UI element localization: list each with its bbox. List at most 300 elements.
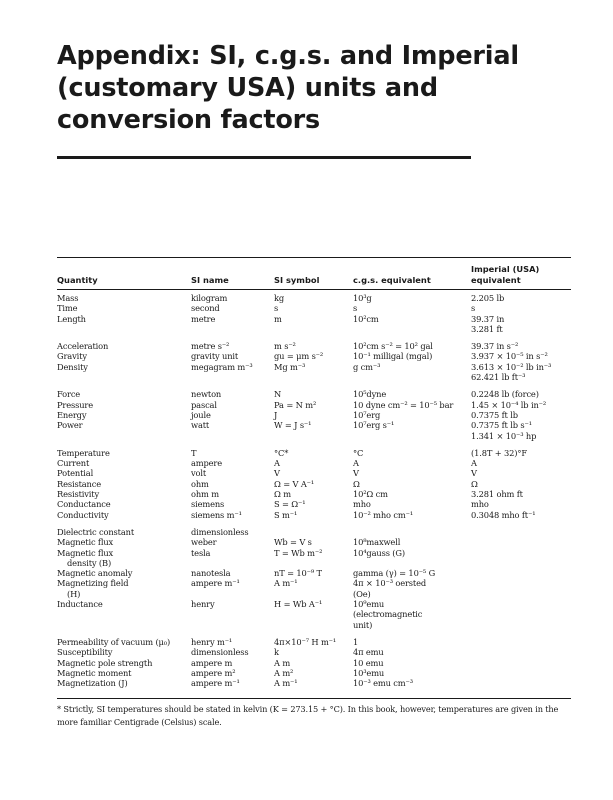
table-row bbox=[57, 568, 571, 578]
cell-si-symbol bbox=[274, 448, 288, 458]
cell-line: S = Ω⁻¹ bbox=[274, 499, 306, 510]
cell-line: Dielectric constant bbox=[57, 526, 135, 537]
cell-si-symbol bbox=[274, 410, 277, 420]
title-line: conversion factors bbox=[57, 105, 321, 135]
cell-line: N bbox=[274, 389, 282, 400]
cell-imperial-equivalent bbox=[471, 448, 527, 458]
cell-quantity bbox=[57, 400, 93, 410]
cell-quantity bbox=[57, 678, 128, 688]
cell-quantity bbox=[57, 489, 99, 499]
cell-line: 10⁻¹ milligal (mgal) bbox=[353, 351, 433, 362]
cell-line: siemens m⁻¹ bbox=[191, 509, 242, 520]
cell-si-name bbox=[191, 410, 211, 420]
cell-line: mho bbox=[471, 499, 489, 510]
cell-quantity bbox=[57, 389, 80, 399]
cell-quantity bbox=[57, 479, 101, 489]
cell-line: S m⁻¹ bbox=[274, 509, 298, 520]
table-row bbox=[57, 578, 571, 599]
table-row bbox=[57, 468, 571, 478]
cell-line: Density bbox=[57, 361, 88, 372]
cell-si-symbol bbox=[274, 351, 323, 361]
cell-line: unit) bbox=[353, 619, 373, 630]
cell-line: tesla bbox=[191, 547, 211, 558]
table-row bbox=[57, 637, 571, 647]
cell-quantity bbox=[57, 527, 134, 537]
cell-imperial-equivalent bbox=[471, 389, 539, 399]
cell-line: Energy bbox=[57, 409, 87, 420]
cell-line: 10 emu bbox=[353, 657, 384, 668]
cell-si-name bbox=[191, 548, 210, 558]
cell-si-name bbox=[191, 293, 227, 303]
cell-line: Inductance bbox=[57, 599, 103, 610]
cell-line: °C* bbox=[274, 447, 289, 458]
cell-imperial-equivalent bbox=[471, 410, 518, 420]
table-row bbox=[57, 548, 571, 569]
cell-line: 4π×10⁻⁷ H m⁻¹ bbox=[274, 636, 337, 647]
cell-imperial-equivalent bbox=[471, 351, 548, 361]
cell-si-symbol bbox=[274, 658, 290, 668]
cell-line: 10⁷erg bbox=[353, 409, 381, 420]
cell-line: watt bbox=[191, 420, 210, 431]
cell-imperial-equivalent bbox=[471, 499, 489, 509]
cell-line: W = J s⁻¹ bbox=[274, 420, 312, 431]
cell-line: volt bbox=[191, 468, 207, 479]
cell-si-name bbox=[191, 510, 242, 520]
cell-si-name bbox=[191, 537, 216, 547]
cell-line: 0.7375 ft lb s⁻¹ bbox=[471, 420, 532, 431]
cell-si-name bbox=[191, 314, 215, 324]
cell-cgs-equivalent bbox=[353, 314, 379, 324]
cell-line: 10⁹emu bbox=[353, 599, 385, 610]
cell-line: mho bbox=[353, 499, 371, 510]
cell-line: °C bbox=[353, 447, 364, 458]
cell-line: A bbox=[274, 458, 280, 469]
cell-line: ampere m bbox=[191, 657, 233, 668]
cell-si-symbol bbox=[274, 489, 291, 499]
cell-line: ohm bbox=[191, 478, 209, 489]
cell-line: V bbox=[471, 468, 477, 479]
table-header-rule bbox=[57, 289, 571, 290]
cell-quantity bbox=[57, 314, 86, 324]
cell-line: Temperature bbox=[57, 447, 110, 458]
header-cgs: c.g.s. equivalent bbox=[353, 274, 431, 285]
cell-si-name bbox=[191, 578, 240, 588]
cell-line: s bbox=[471, 303, 476, 314]
cell-si-name bbox=[191, 479, 209, 489]
cell-line: s bbox=[353, 303, 358, 314]
cell-si-symbol bbox=[274, 578, 297, 588]
cell-line: Current bbox=[57, 458, 90, 469]
cell-quantity bbox=[57, 448, 110, 458]
cell-quantity bbox=[57, 510, 109, 520]
cell-line: Power bbox=[57, 420, 83, 431]
cell-quantity bbox=[57, 637, 170, 647]
cell-line: Ω = V A⁻¹ bbox=[274, 478, 315, 489]
title-rule bbox=[57, 156, 471, 159]
cell-quantity bbox=[57, 599, 103, 609]
cell-line: 10 dyne cm⁻² = 10⁻⁵ bar bbox=[353, 399, 454, 410]
cell-line: Magnetic flux bbox=[57, 537, 114, 548]
cell-line: Magnetic flux bbox=[57, 547, 114, 558]
cell-cgs-equivalent bbox=[353, 351, 432, 361]
table-row bbox=[57, 314, 571, 335]
cell-si-symbol bbox=[274, 400, 316, 410]
cell-quantity bbox=[57, 293, 78, 303]
cell-line: (Oe) bbox=[353, 588, 371, 599]
cell-quantity bbox=[57, 499, 111, 509]
table-top-rule bbox=[57, 257, 571, 258]
table-row bbox=[57, 489, 571, 499]
cell-line: V bbox=[353, 468, 359, 479]
cell-line: Wb = V s bbox=[274, 537, 312, 548]
cell-line: gravity unit bbox=[191, 351, 239, 362]
cell-line: dimensionless bbox=[191, 647, 249, 658]
cell-line: 10²Ω cm bbox=[353, 489, 388, 500]
cell-line: A bbox=[353, 458, 359, 469]
table-row bbox=[57, 458, 571, 468]
cell-line: Permeability of vacuum (μ₀) bbox=[57, 636, 171, 647]
cell-quantity bbox=[57, 647, 112, 657]
cell-si-symbol bbox=[274, 362, 305, 372]
cell-cgs-equivalent bbox=[353, 499, 371, 509]
cell-line: 1.45 × 10⁻⁴ lb in⁻² bbox=[471, 399, 547, 410]
cell-imperial-equivalent bbox=[471, 293, 504, 303]
cell-line: ampere m² bbox=[191, 667, 236, 678]
cell-si-name bbox=[191, 341, 229, 351]
table-row bbox=[57, 527, 571, 537]
cell-line: Ω bbox=[353, 478, 360, 489]
cell-line: newton bbox=[191, 389, 222, 400]
table-row bbox=[57, 499, 571, 509]
cell-line: Ω bbox=[471, 478, 478, 489]
header-imperial bbox=[471, 264, 539, 285]
cell-line: Magnetic moment bbox=[57, 667, 132, 678]
cell-line: pascal bbox=[191, 399, 217, 410]
cell-si-name bbox=[191, 647, 248, 657]
cell-si-symbol bbox=[274, 499, 305, 509]
table-row bbox=[57, 341, 571, 351]
header-imperial-line: Imperial (USA) bbox=[471, 264, 540, 274]
cell-cgs-equivalent bbox=[353, 468, 359, 478]
cell-quantity bbox=[57, 658, 152, 668]
cell-line: A m⁻¹ bbox=[274, 678, 298, 689]
cell-si-symbol bbox=[274, 479, 314, 489]
cell-line: J bbox=[274, 409, 278, 420]
cell-line: gu = μm s⁻² bbox=[274, 351, 324, 362]
cell-line: 0.2248 lb (force) bbox=[471, 389, 539, 400]
cell-line: Susceptibility bbox=[57, 647, 113, 658]
cell-line: 1 bbox=[353, 636, 359, 647]
cell-imperial-equivalent bbox=[471, 468, 477, 478]
cell-quantity bbox=[57, 568, 132, 578]
cell-line: g cm⁻³ bbox=[353, 361, 381, 372]
header-imperial-line: equivalent bbox=[471, 274, 521, 285]
cell-si-symbol bbox=[274, 420, 311, 430]
cell-quantity bbox=[57, 362, 88, 372]
cell-line: Resistivity bbox=[57, 489, 100, 500]
cell-line: 4π × 10⁻³ oersted bbox=[353, 578, 426, 589]
cell-line: gamma (γ) = 10⁻⁵ G bbox=[353, 568, 436, 579]
cell-line: Magnetic pole strength bbox=[57, 657, 153, 668]
cell-si-symbol bbox=[274, 303, 278, 313]
cell-line: Mg m⁻³ bbox=[274, 361, 306, 372]
cell-line: T = Wb m⁻² bbox=[274, 547, 323, 558]
header-si-name: SI name bbox=[191, 274, 229, 285]
cell-line: T bbox=[191, 447, 197, 458]
cell-si-symbol bbox=[274, 389, 281, 399]
cell-cgs-equivalent bbox=[353, 637, 358, 647]
cell-line: nanotesla bbox=[191, 568, 231, 579]
cell-line: Mass bbox=[57, 293, 79, 303]
cell-line: second bbox=[191, 303, 220, 314]
table-row bbox=[57, 537, 571, 547]
cell-line: siemens bbox=[191, 499, 225, 510]
table-row bbox=[57, 303, 571, 313]
cell-quantity bbox=[57, 410, 86, 420]
cell-imperial-equivalent bbox=[471, 510, 535, 520]
cell-line: 3.281 ft bbox=[471, 323, 503, 334]
cell-si-symbol bbox=[274, 468, 280, 478]
cell-line: dimensionless bbox=[191, 526, 249, 537]
cell-si-name bbox=[191, 351, 238, 361]
cell-line: ohm m bbox=[191, 489, 219, 500]
cell-cgs-equivalent bbox=[353, 458, 359, 468]
cell-si-name bbox=[191, 489, 219, 499]
cell-si-symbol bbox=[274, 678, 297, 688]
cell-line: Length bbox=[57, 313, 86, 324]
table-row bbox=[57, 448, 571, 458]
cell-quantity bbox=[57, 341, 108, 351]
cell-line: density (B) bbox=[67, 557, 112, 568]
table-row bbox=[57, 658, 571, 668]
cell-line: s bbox=[274, 303, 279, 314]
cell-cgs-equivalent bbox=[353, 668, 384, 678]
cell-line: Potential bbox=[57, 468, 94, 479]
cell-quantity bbox=[57, 468, 93, 478]
cell-line: Conductance bbox=[57, 499, 111, 510]
cell-quantity bbox=[57, 420, 82, 430]
cell-line: kg bbox=[274, 293, 285, 303]
cell-si-symbol bbox=[274, 293, 284, 303]
cell-line: (1.8T + 32)°F bbox=[471, 447, 527, 458]
cell-line: 10⁴gauss (G) bbox=[353, 547, 405, 558]
cell-line: 10²cm s⁻² = 10² gal bbox=[353, 341, 433, 352]
cell-line: m s⁻² bbox=[274, 341, 296, 352]
cell-line: Force bbox=[57, 389, 81, 400]
cell-line: ampere m⁻¹ bbox=[191, 578, 240, 589]
cell-line: Pa = N m² bbox=[274, 399, 317, 410]
table-row bbox=[57, 410, 571, 420]
cell-si-symbol bbox=[274, 537, 312, 547]
header-quantity: Quantity bbox=[57, 274, 98, 285]
cell-cgs-equivalent bbox=[353, 293, 372, 303]
cell-cgs-equivalent bbox=[353, 578, 426, 599]
cell-line: V bbox=[274, 468, 280, 479]
table-body bbox=[57, 293, 571, 688]
cell-line: 62.421 lb ft⁻³ bbox=[471, 372, 526, 383]
table-row bbox=[57, 400, 571, 410]
cell-si-name bbox=[191, 678, 240, 688]
cell-cgs-equivalent bbox=[353, 389, 386, 399]
cell-si-symbol bbox=[274, 599, 322, 609]
cell-line: 1.341 × 10⁻³ hp bbox=[471, 430, 537, 441]
cell-line: metre s⁻² bbox=[191, 341, 230, 352]
cell-si-symbol bbox=[274, 548, 322, 558]
cell-line: 10⁸maxwell bbox=[353, 537, 401, 548]
table-row bbox=[57, 420, 571, 441]
cell-cgs-equivalent bbox=[353, 479, 360, 489]
cell-si-name bbox=[191, 499, 224, 509]
table-bottom-rule bbox=[57, 698, 571, 699]
cell-cgs-equivalent bbox=[353, 303, 357, 313]
cell-line: Resistance bbox=[57, 478, 102, 489]
cell-line: A m bbox=[274, 657, 291, 668]
cell-line: A m² bbox=[274, 667, 294, 678]
cell-line: 10⁵dyne bbox=[353, 389, 387, 400]
cell-line: 10⁻³ emu cm⁻³ bbox=[353, 678, 413, 689]
cell-line: weber bbox=[191, 537, 217, 548]
cell-line: 2.205 lb bbox=[471, 293, 505, 303]
cell-imperial-equivalent bbox=[471, 479, 478, 489]
cell-si-name bbox=[191, 668, 235, 678]
cell-si-name bbox=[191, 303, 220, 313]
table-row bbox=[57, 510, 571, 520]
cell-si-symbol bbox=[274, 647, 279, 657]
cell-cgs-equivalent bbox=[353, 599, 422, 630]
cell-si-name bbox=[191, 468, 206, 478]
cell-cgs-equivalent bbox=[353, 548, 405, 558]
table-header bbox=[57, 262, 571, 288]
table-row bbox=[57, 293, 571, 303]
cell-si-name bbox=[191, 568, 230, 578]
cell-cgs-equivalent bbox=[353, 420, 394, 430]
table-row bbox=[57, 389, 571, 399]
table-row bbox=[57, 678, 571, 688]
cell-cgs-equivalent bbox=[353, 410, 380, 420]
cell-si-name bbox=[191, 362, 253, 372]
table-row bbox=[57, 599, 571, 630]
table-row bbox=[57, 351, 571, 361]
cell-line: nT = 10⁻⁹ T bbox=[274, 568, 322, 579]
header-si-symbol: SI symbol bbox=[274, 274, 320, 285]
cell-si-name bbox=[191, 458, 222, 468]
cell-si-symbol bbox=[274, 458, 280, 468]
cell-line: Acceleration bbox=[57, 341, 109, 352]
cell-imperial-equivalent bbox=[471, 341, 518, 351]
cell-line: Conductivity bbox=[57, 509, 109, 520]
cell-line: Ω m bbox=[274, 489, 291, 500]
cell-line: 10³emu bbox=[353, 667, 385, 678]
cell-line: metre bbox=[191, 313, 216, 324]
cell-line: Magnetic anomaly bbox=[57, 568, 133, 579]
cell-line: H = Wb A⁻¹ bbox=[274, 599, 323, 610]
cell-line: Pressure bbox=[57, 399, 93, 410]
cell-si-symbol bbox=[274, 314, 282, 324]
table-row bbox=[57, 647, 571, 657]
cell-line: k bbox=[274, 647, 279, 658]
cell-line: Magnetizing field bbox=[57, 578, 129, 589]
cell-quantity bbox=[57, 303, 77, 313]
cell-si-name bbox=[191, 637, 232, 647]
cell-line: 0.3048 mho ft⁻¹ bbox=[471, 509, 536, 520]
cell-line: 10⁻² mho cm⁻¹ bbox=[353, 509, 414, 520]
cell-line: henry bbox=[191, 599, 215, 610]
cell-line: ampere m⁻¹ bbox=[191, 678, 240, 689]
cell-imperial-equivalent bbox=[471, 400, 546, 410]
cell-line: ampere bbox=[191, 458, 223, 469]
cell-imperial-equivalent bbox=[471, 420, 536, 441]
footnote: * Strictly, SI temperatures should be stated in kelvin (K = 273.15 + °C). In this book, however, temperatures are given in the more familiar Centigrade (Celsius) scale. bbox=[57, 704, 559, 727]
cell-si-symbol bbox=[274, 668, 293, 678]
cell-imperial-equivalent bbox=[471, 489, 523, 499]
cell-si-name bbox=[191, 400, 217, 410]
cell-line: Magnetization (J) bbox=[57, 678, 128, 689]
cell-cgs-equivalent bbox=[353, 400, 453, 410]
cell-si-name bbox=[191, 448, 196, 458]
cell-line: 10³g bbox=[353, 293, 372, 303]
cell-cgs-equivalent bbox=[353, 510, 413, 520]
cell-line: 3.281 ohm ft bbox=[471, 489, 523, 500]
cell-cgs-equivalent bbox=[353, 568, 435, 578]
cell-cgs-equivalent bbox=[353, 537, 400, 547]
cell-imperial-equivalent bbox=[471, 458, 477, 468]
cell-line: 0.7375 ft lb bbox=[471, 409, 518, 420]
cell-line: A bbox=[471, 458, 477, 469]
cell-line: A m⁻¹ bbox=[274, 578, 298, 589]
cell-si-name bbox=[191, 420, 209, 430]
cell-line: 4π emu bbox=[353, 647, 384, 658]
cell-line: 3.613 × 10⁻² lb in⁻³ bbox=[471, 361, 552, 372]
title-line: (customary USA) units and bbox=[57, 73, 438, 103]
cell-cgs-equivalent bbox=[353, 489, 388, 499]
cell-line: henry m⁻¹ bbox=[191, 636, 233, 647]
cell-si-name bbox=[191, 599, 215, 609]
cell-quantity bbox=[57, 578, 128, 599]
cell-line: (electromagnetic bbox=[353, 609, 423, 620]
cell-si-name bbox=[191, 527, 248, 537]
cell-si-symbol bbox=[274, 637, 336, 647]
cell-quantity bbox=[57, 668, 131, 678]
cell-si-name bbox=[191, 658, 232, 668]
cell-si-name bbox=[191, 389, 221, 399]
cell-line: 39.37 in s⁻² bbox=[471, 341, 519, 352]
cell-line: Gravity bbox=[57, 351, 87, 362]
title-line: Appendix: SI, c.g.s. and Imperial bbox=[57, 41, 519, 71]
cell-quantity bbox=[57, 537, 113, 547]
cell-imperial-equivalent bbox=[471, 314, 504, 335]
cell-line: kilogram bbox=[191, 293, 228, 303]
cell-line: 3.937 × 10⁻⁵ in s⁻² bbox=[471, 351, 548, 362]
table-row bbox=[57, 668, 571, 678]
cell-cgs-equivalent bbox=[353, 658, 383, 668]
table-row bbox=[57, 479, 571, 489]
cell-line: 10²cm bbox=[353, 313, 379, 324]
cell-line: 10⁷erg s⁻¹ bbox=[353, 420, 395, 431]
cell-line: megagram m⁻³ bbox=[191, 361, 253, 372]
cell-quantity bbox=[57, 458, 89, 468]
cell-line: (H) bbox=[67, 588, 81, 599]
cell-cgs-equivalent bbox=[353, 341, 433, 351]
cell-si-symbol bbox=[274, 568, 322, 578]
cell-cgs-equivalent bbox=[353, 647, 384, 657]
table-row bbox=[57, 362, 571, 383]
cell-quantity bbox=[57, 351, 87, 361]
cell-cgs-equivalent bbox=[353, 362, 380, 372]
cell-quantity bbox=[57, 548, 113, 569]
cell-si-symbol bbox=[274, 510, 297, 520]
cell-line: Time bbox=[57, 303, 78, 314]
cell-si-symbol bbox=[274, 341, 296, 351]
